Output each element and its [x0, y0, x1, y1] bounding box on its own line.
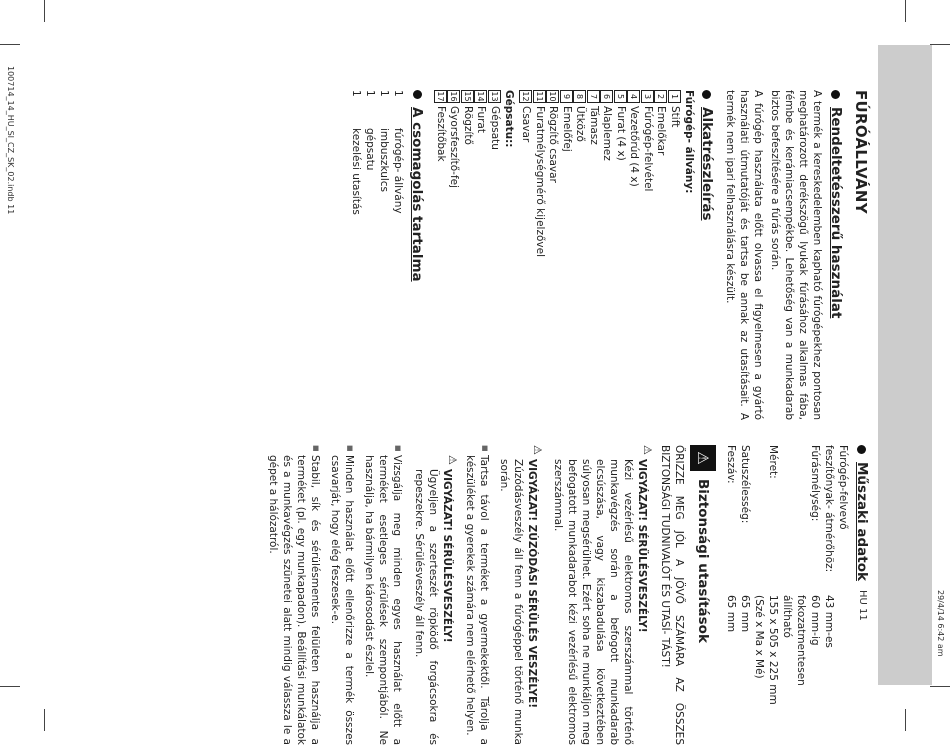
crop-mark: [905, 709, 906, 731]
list-item: 16 Gyorsfeszítő-fej: [448, 91, 461, 189]
list-item: 1 fúrógép- állvány: [392, 90, 405, 214]
paragraph: A fúrógép használata előtt olvassa el figyelmesen a gyártó használati útmutatóját és tartsa be annak az utasításait. A termék nem ipari felhasználásra készült.: [724, 90, 764, 420]
table-row: Méret: 155 x 505 x 225 mm: [767, 445, 779, 705]
list-item: 1 gépsatu: [364, 90, 377, 171]
square-bullet-icon: ■: [312, 445, 320, 452]
warning-triangle-icon: ⚠: [690, 445, 716, 471]
left-column: [350, 90, 871, 420]
document-page: [50, 90, 870, 745]
list-item: 5 Furat (4 x): [614, 90, 628, 420]
crop-mark: [905, 0, 906, 22]
warning-text: Ügyeljen a szerteszét röpködő forgácsokra és repeszekre. Sérülésveszély áll fenn.: [413, 469, 439, 745]
list-item: 17 Feszítőbak: [435, 91, 447, 162]
paragraph: A termék a kereskedelemben kapható fúrógépekhez pontosan meghatározott derékszögű lyukak fúrásához alkalmas fába, fémbe és kerámiacsempékbe. Lehetőség van a munkadarab biztos befeszítésére a fúrás során.: [769, 90, 823, 420]
list-item: 1 imbuszkulcs: [378, 90, 391, 193]
warning-title: VIGYÁZAT! SÉRÜLÉSVESZÉLY!: [441, 469, 453, 643]
section-heading-intended-use: Rendeltetésszerű használat: [828, 90, 844, 420]
list-item: 6 Alaplemez: [600, 90, 614, 420]
crop-mark: [0, 44, 20, 45]
list-item: 8 Ütköző: [573, 90, 587, 420]
bullet-text: Vizsgálja meg minden egyes használat előtt a terméket esetleges sérülések szempontjából. Ne használja, ha bármilyen károsodást észlel.: [363, 455, 403, 745]
file-info: 100714_14_HU_SI_CZ_SK_02.indb 11: [6, 66, 15, 215]
table-row: Fúrógép-felvevő: [837, 445, 849, 530]
warning-title: VIGYÁZAT! SÉRÜLÉSVESZÉLY!: [636, 459, 648, 633]
side-band: [878, 45, 932, 685]
drill-stand-label: Fúrógép- állvány:: [683, 90, 695, 194]
crop-mark: [930, 686, 950, 687]
bullet-text: Minden használat előtt ellenőrizze a termék összes csavarját, hogy elég feszesek-e.: [329, 455, 355, 745]
section-heading-package: A csomagolás tartalma: [410, 90, 426, 420]
bullet-text: Tartsa távol a terméket a gyermekektől. Tárolja a készüléket a gyerekek számára nem elérhető helyen.: [464, 455, 490, 745]
list-item: 13 Gépsatu: [489, 91, 501, 150]
list-item: 9 Emelőfej: [560, 90, 574, 420]
table-row: fokozatmentesen: [795, 595, 807, 686]
warning-block: [548, 445, 654, 745]
table-row: (Szé x Ma x Mé): [753, 595, 765, 679]
bullet-text: Stabil, sík és sérülésmentes felületen használja a terméket (pl. egy munkapadon). Beállítási munkálatok és a munkavégzés szünetei alatt mindig válassza le a gépet a hálózatról.: [267, 455, 321, 745]
bullet-dot-icon: [413, 90, 422, 99]
bullet-item: [263, 445, 322, 745]
list-item: 10 Rögzítő csavar: [547, 91, 560, 183]
vice-label: Gépsatu::: [503, 90, 515, 148]
warning-triangle-icon: ⚠: [446, 455, 459, 465]
specs-table: [724, 445, 850, 705]
bullet-dot-icon: [703, 90, 712, 99]
bullet-item: [359, 445, 404, 745]
warning-triangle-icon: ⚠: [641, 445, 654, 455]
bullet-item: [325, 445, 356, 745]
table-row: Fúrásmélység: 60 mm-ig: [809, 445, 821, 646]
warning-block: [494, 445, 544, 745]
table-row: Feszáv: 65 mm: [725, 445, 737, 633]
square-bullet-icon: ■: [394, 445, 402, 452]
bullet-dot-icon: [858, 445, 867, 454]
list-item: 15 Rögzítő: [462, 91, 474, 145]
list-item: 3 Fúrógép-felvétel: [641, 90, 655, 420]
crop-mark: [44, 0, 45, 22]
warning-block: [409, 455, 459, 745]
crop-mark: [0, 686, 20, 687]
list-item: 1 Stift: [668, 90, 682, 420]
page-label: HU 11: [857, 590, 868, 621]
crop-mark: [930, 44, 950, 45]
square-bullet-icon: ■: [481, 445, 489, 452]
right-column: [260, 445, 870, 745]
list-item: 1 kezelési utasítás: [350, 90, 363, 215]
section-heading-parts: Alkatrészleírás: [699, 90, 715, 420]
section-heading-safety: ⚠ Biztonsági utasítások: [690, 445, 716, 745]
crop-mark: [44, 709, 45, 731]
list-item: 2 Emelőkar: [654, 90, 668, 420]
list-item: 4 Vezetőrúd (4 x): [627, 90, 641, 420]
list-item: 7 Támasz: [587, 90, 601, 420]
date-info: 29/4/14 6:42 am: [936, 590, 945, 657]
list-item: 12 Csavar: [520, 91, 533, 143]
bullet-dot-icon: [832, 90, 841, 99]
warning-text: Kézi vezérlésű elektromos szerszámmal történő munkavégzés során a befogott munkadarab elcsúszása, vagy kiszabadulása következtében súlyosan megsérülhet. Ezért soha ne munkáljon meg befogatott munkadarabot kézi vezérlésű elektromos szerszámmal.: [552, 459, 634, 745]
bullet-item: [407, 445, 491, 745]
table-row: állítható: [781, 595, 793, 638]
warning-text: Zúzódásveszély áll fenn a fúrógéppel történő munka során.: [498, 459, 524, 745]
list-item: 11 Furatmélységmérő kijelzővel: [534, 91, 546, 257]
parts-list: [519, 90, 681, 420]
section-heading-specs: Műszaki adatok: [854, 445, 870, 745]
page-title: FÚRÓÁLLVÁNY: [852, 90, 870, 214]
warning-triangle-icon: ⚠: [531, 445, 544, 455]
table-row: Satuszélesség: 65 mm: [739, 445, 751, 633]
square-bullet-icon: ■: [346, 445, 354, 452]
keep-notice: ŐRIZZE MEG JÓL A JÖVŐ SZÁMÁRA AZ ÖSSZES BIZTONSÁGI TUDNIVALÓT ÉS UTASÍ- TÁST!: [659, 445, 685, 745]
package-list: [350, 90, 406, 420]
table-row: feszítőnyak- átmérőhöz: 43 mm-es: [823, 445, 835, 648]
list-item: 14 Furat: [475, 91, 488, 133]
vice-parts-list: [434, 90, 502, 420]
warning-title: VIGYÁZAT! ZÚZÓDÁSI SÉRÜLÉS VESZÉLYE!: [526, 459, 538, 709]
